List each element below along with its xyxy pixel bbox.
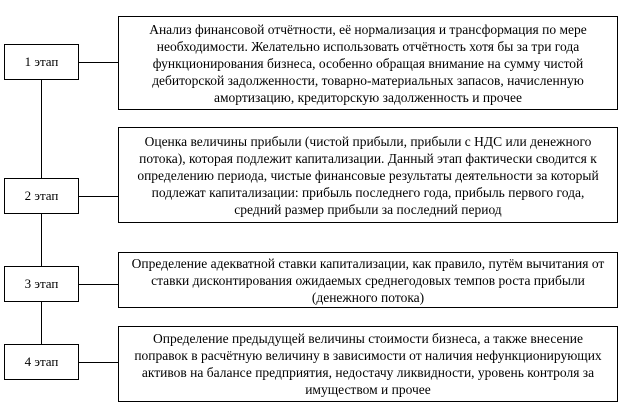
stage-3-description-box xyxy=(118,252,618,308)
connector-3 xyxy=(79,284,118,285)
stage-3-label: 3 этап xyxy=(24,276,59,291)
connector-1 xyxy=(79,62,118,63)
stage-4-description: Определение предыдущей величины стоимости бизнеса, а также внесение поправок в расчётную величину в зависимости от наличия нефункционирующих активов на балансе предприятия, недостачу ликвидности, уровень контроля за имуществом и прочее xyxy=(134,331,602,397)
stage-1-description: Анализ финансовой отчётности, её нормализация и трансформация по мере необходимости. Желательно использовать отчётность хотя бы за три года функционирования бизнеса, особенно обращая внимание на сумму чистой дебиторской задолженности, товарно-материальных запасов, начисленную амортизацию, кредиторскую задолженность и прочее xyxy=(149,21,587,105)
stage-4-box xyxy=(4,344,79,380)
stage-2-label: 2 этап xyxy=(24,188,59,203)
stage-2-description: Оценка величины прибыли (чистой прибыли, прибыли с НДС или денежного потока), которая подлежит капитализации. Данный этап фактически сводится к определению периода, чистые финансовые результаты деятельности за который подлежат капитализации: прибыль последнего года, прибыль первого года, средний размер прибыли за последний период xyxy=(137,133,599,217)
stage-3-description: Определение адекватной ставки капитализации, как правило, путём вычитания от ставки дисконтирования ожидаемых среднегодовых темпов роста прибыли (денежного потока) xyxy=(131,255,605,305)
stage-2-box xyxy=(4,178,79,214)
stage-4-label: 4 этап xyxy=(24,354,59,369)
stage-3-box xyxy=(4,266,79,302)
stage-2-description-box xyxy=(118,127,618,223)
stage-4-description-box xyxy=(118,326,618,402)
stage-1-label: 1 этап xyxy=(24,54,59,69)
connector-2 xyxy=(79,196,118,197)
connector-4 xyxy=(79,362,118,363)
stage-1-description-box xyxy=(118,16,618,110)
stage-1-box xyxy=(4,44,79,80)
